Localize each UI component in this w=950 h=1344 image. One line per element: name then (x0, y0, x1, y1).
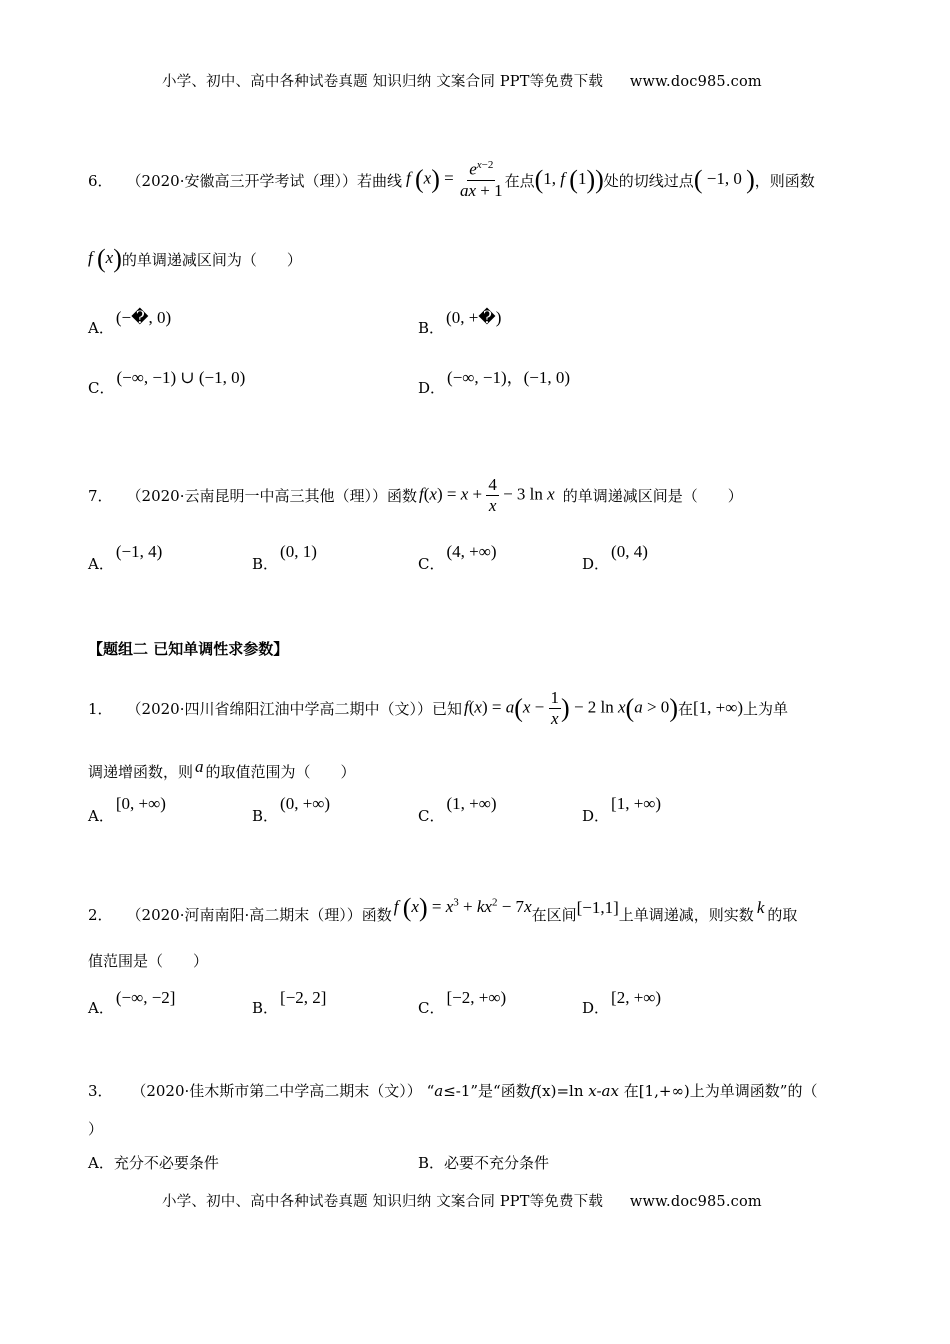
p2-text-in: 在区间 (531, 905, 577, 924)
option-value: (0, 1) (280, 542, 317, 561)
option-value: (−1, 4) (115, 542, 163, 561)
q7-number: 7． (88, 486, 113, 505)
option-value: (0, 4) (611, 542, 648, 561)
p1-text-on: 在 (677, 699, 693, 718)
option-label: C． (418, 999, 445, 1017)
p3-var-a: a (434, 1082, 444, 1100)
p1-source: （2020·四川省绵阳江油中学高二期中（文））已知 (126, 699, 462, 718)
q6-text-tangent: 处的切线过点 (603, 171, 694, 190)
p3-f: f (530, 1082, 537, 1100)
option-label: A． (88, 319, 114, 337)
q6-text-interval: 的单调递减区间为（ ） (121, 250, 302, 269)
option-label: D． (582, 807, 610, 825)
p3-number: 3． (88, 1082, 113, 1100)
p1-text-mono: 上为单 (743, 699, 789, 718)
option-value: [2, +∞) (611, 988, 662, 1007)
p2-var-k: k (756, 898, 765, 917)
footer-url: www.doc985.com (629, 1194, 762, 1210)
option-value: (4, +∞) (446, 542, 497, 561)
footer-text: 小学、初中、高中各种试卷真题 知识归纳 文案合同 PPT等免费下载 (162, 1194, 604, 1210)
p1-formula: f(x) = a(x − $\frac{1}{x}$ ) − 2 ln x(a > 0) (464, 687, 678, 728)
q6-source: （2020·安徽高三开学考试（理））若曲线 (126, 171, 402, 190)
option-label: A． (88, 1154, 114, 1172)
q6-option-a[interactable] (88, 304, 171, 338)
option-label: B． (418, 1154, 445, 1172)
option-value: 充分不必要条件 (113, 1154, 219, 1172)
p1-interval: [1, +∞) (693, 698, 744, 717)
q6-text-at: 在点 (504, 171, 535, 190)
q6-number: 6． (88, 171, 113, 190)
p3-paren-x: (x) (536, 1082, 557, 1100)
option-value: (−�, 0) (115, 308, 172, 327)
p1-option-d[interactable] (582, 792, 661, 826)
q6-option-b[interactable] (418, 304, 501, 338)
q7-text-after: 的单调递减区间是（ ） (562, 486, 743, 505)
p3-x: x (588, 1082, 597, 1100)
option-label: D． (582, 999, 610, 1017)
q6-pass-point: ( −1, 0 ) (693, 165, 755, 194)
p2-source: （2020·河南南阳·高二期末（理））函数 (126, 905, 392, 924)
q6-option-d[interactable] (418, 364, 570, 398)
header-text: 小学、初中、高中各种试卷真题 知识归纳 文案合同 PPT等免费下载 (162, 74, 604, 90)
p1-text-range: 的取值范围为（ ） (205, 762, 356, 781)
question-7 (88, 470, 743, 520)
p1-option-a[interactable] (88, 792, 166, 826)
q6-fx: f (x) (88, 244, 122, 273)
p3-le1: ≤-1”是“函数 (443, 1082, 531, 1100)
option-value: (−∞, −2] (115, 988, 176, 1007)
question-6 (88, 148, 815, 212)
p2-option-b[interactable] (252, 984, 326, 1018)
p3-close: ） (88, 1120, 104, 1138)
p2-line-2: 值范围是（ ） (88, 952, 209, 970)
q6-formula: f (x) = $\frac{e^{x-2}}{ax + 1}$ (406, 159, 503, 200)
p3-ax: -ax (596, 1082, 619, 1100)
p1-var-a: a (195, 757, 204, 776)
page-footer (162, 1190, 762, 1211)
option-label: A． (88, 807, 114, 825)
p2-option-a[interactable] (88, 984, 175, 1018)
q7-option-b[interactable] (252, 540, 317, 574)
p3-option-a[interactable] (88, 1152, 219, 1173)
option-value: [0, +∞) (115, 794, 166, 813)
option-label: C． (418, 807, 445, 825)
option-label: A． (88, 999, 114, 1017)
p2-formula: f $(x) = x^3 + kx^2 - 7x$ (393, 893, 532, 922)
p2-option-c[interactable] (418, 984, 506, 1018)
section-title: 【题组二 已知单调性求参数】 (88, 640, 289, 658)
p1-line-2 (88, 756, 356, 786)
p3-quote-open: “ (426, 1082, 435, 1100)
p1-line2-text: 调递增函数，则 (88, 762, 194, 781)
option-value: [−2, +∞) (446, 988, 507, 1007)
p3-option-b[interactable] (418, 1152, 549, 1173)
option-label: D． (418, 379, 446, 397)
option-value: (−∞, −1) ∪ (−1, 0) (116, 368, 246, 387)
problem-1 (88, 680, 788, 736)
p1-number: 1． (88, 699, 113, 718)
p2-text-fa: 的取 (767, 905, 798, 924)
p2-text-dec: 上单调递减，则实数 (618, 905, 754, 924)
option-label: C． (88, 379, 115, 397)
p2-option-d[interactable] (582, 984, 661, 1018)
problem-3 (88, 1080, 817, 1101)
p2-interval: [−1,1] (576, 898, 619, 917)
option-value: (0, +∞) (280, 794, 331, 813)
q6-option-c[interactable] (88, 364, 245, 398)
option-label: B． (418, 319, 445, 337)
option-value: [−2, 2] (280, 988, 327, 1007)
option-label: B． (252, 807, 279, 825)
p1-option-b[interactable] (252, 792, 330, 826)
p3-source: （2020·佳木斯市第二中学高二期末（文）） (131, 1082, 422, 1100)
option-label: B． (252, 555, 279, 573)
q7-option-a[interactable] (88, 540, 162, 574)
option-value: [1, +∞) (611, 794, 662, 813)
q6-point: (1, f (1)) (534, 165, 604, 194)
q7-option-c[interactable] (418, 540, 497, 574)
option-value: (−∞, −1)，(−1, 0) (447, 368, 571, 387)
p3-eq-ln: =ln (556, 1082, 589, 1100)
p3-rest: 在[1,+∞)上为单调函数”的（ (618, 1082, 818, 1100)
option-label: C． (418, 555, 445, 573)
q7-option-d[interactable] (582, 540, 648, 574)
option-label: D． (582, 555, 610, 573)
p2-number: 2． (88, 905, 113, 924)
header-url: www.doc985.com (629, 74, 762, 90)
q6-text-then: ，则函数 (754, 171, 815, 190)
problem-2 (88, 894, 797, 934)
option-label: A． (88, 555, 114, 573)
q7-formula: f(x) = x + $\frac{4}{x}$ − 3 ln x (419, 474, 555, 515)
option-value: (1, +∞) (446, 794, 497, 813)
option-value: 必要不充分条件 (444, 1154, 550, 1172)
q6-line-2 (88, 242, 302, 276)
option-value: (0, +�) (446, 308, 502, 327)
p1-option-c[interactable] (418, 792, 497, 826)
q7-source: （2020·云南昆明一中高三其他（理））函数 (126, 486, 417, 505)
option-label: B． (252, 999, 279, 1017)
page-header (162, 70, 762, 91)
